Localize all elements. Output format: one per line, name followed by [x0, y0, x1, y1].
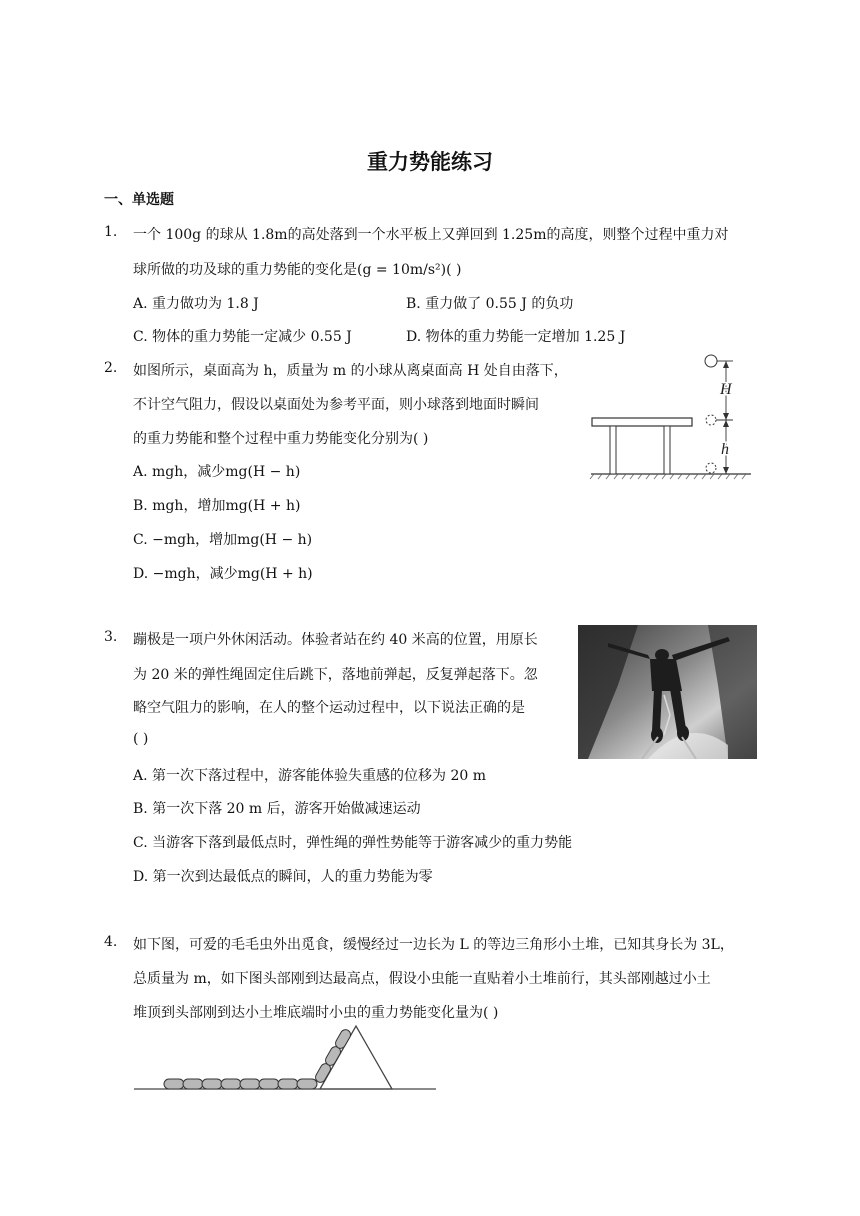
table-ball-figure	[588, 350, 758, 482]
question-4-line-2: 总质量为 m，如下图头部刚到达最高点，假设小虫能一直贴着小土堆前行，其头部刚越过小土	[133, 971, 711, 987]
question-2-option-a: A. mgh，减少mg(H − h)	[133, 464, 301, 480]
question-2-option-c: C. −mgh，增加mg(H − h)	[133, 532, 313, 548]
question-3-line-1: 蹦极是一项户外休闲活动。体验者站在约 40 米高的位置，用原长	[133, 632, 538, 648]
question-3-option-d: D. 第一次到达最低点的瞬间，人的重力势能为零	[133, 869, 433, 885]
question-3-line-3: 略空气阻力的影响，在人的整个运动过程中，以下说法正确的是	[133, 700, 525, 716]
question-3-option-b: B. 第一次下落 20 m 后，游客开始做减速运动	[133, 801, 421, 817]
question-1-number: 1.	[104, 224, 118, 240]
question-4-number: 4.	[104, 934, 118, 950]
question-3-line-4: ( )	[133, 731, 149, 747]
question-2-line-3: 的重力势能和整个过程中重力势能变化分别为( )	[133, 431, 429, 447]
question-1-option-d: D. 物体的重力势能一定增加 1.25 J	[406, 329, 626, 345]
page-title: 重力势能练习	[367, 150, 493, 174]
section-heading: 一、单选题	[104, 192, 174, 208]
question-1-line-1: 一个 100g 的球从 1.8m的高处落到一个水平板上又弹回到 1.25m的高度，则整个过程中重力对	[133, 227, 729, 243]
question-2-option-b: B. mgh，增加mg(H + h)	[133, 498, 301, 514]
label-H: H	[720, 381, 732, 398]
question-4-line-1: 如下图，可爱的毛毛虫外出觅食，缓慢经过一边长为 L 的等边三角形小土堆，已知其身长为 3L，	[133, 937, 734, 953]
question-2-option-d: D. −mgh，减少mg(H + h)	[133, 566, 313, 582]
caterpillar-mound-figure	[130, 1022, 440, 1094]
question-3-number: 3.	[104, 629, 118, 645]
question-1-option-b: B. 重力做了 0.55 J 的负功	[406, 296, 574, 312]
bungee-jumper-photo	[578, 625, 757, 759]
question-2-line-1: 如图所示，桌面高为 h，质量为 m 的小球从离桌面高 H 处自由落下，	[133, 363, 568, 379]
question-4-line-3: 堆顶到头部刚到达小土堆底端时小虫的重力势能变化量为( )	[133, 1005, 499, 1021]
question-2-number: 2.	[104, 360, 118, 376]
question-3-option-c: C. 当游客下落到最低点时，弹性绳的弹性势能等于游客减少的重力势能	[133, 835, 573, 851]
question-1-option-a: A. 重力做功为 1.8 J	[133, 296, 259, 312]
question-3-option-a: A. 第一次下落过程中，游客能体验失重感的位移为 20 m	[133, 768, 486, 784]
question-3-line-2: 为 20 米的弹性绳固定住后跳下，落地前弹起，反复弹起落下。忽	[133, 667, 538, 683]
label-h: h	[721, 441, 729, 458]
question-1-line-2: 球所做的功及球的重力势能的变化是(g = 10m/s²)( )	[133, 262, 462, 278]
question-2-line-2: 不计空气阻力，假设以桌面处为参考平面，则小球落到地面时瞬间	[133, 397, 539, 413]
question-1-option-c: C. 物体的重力势能一定减少 0.55 J	[133, 329, 352, 345]
